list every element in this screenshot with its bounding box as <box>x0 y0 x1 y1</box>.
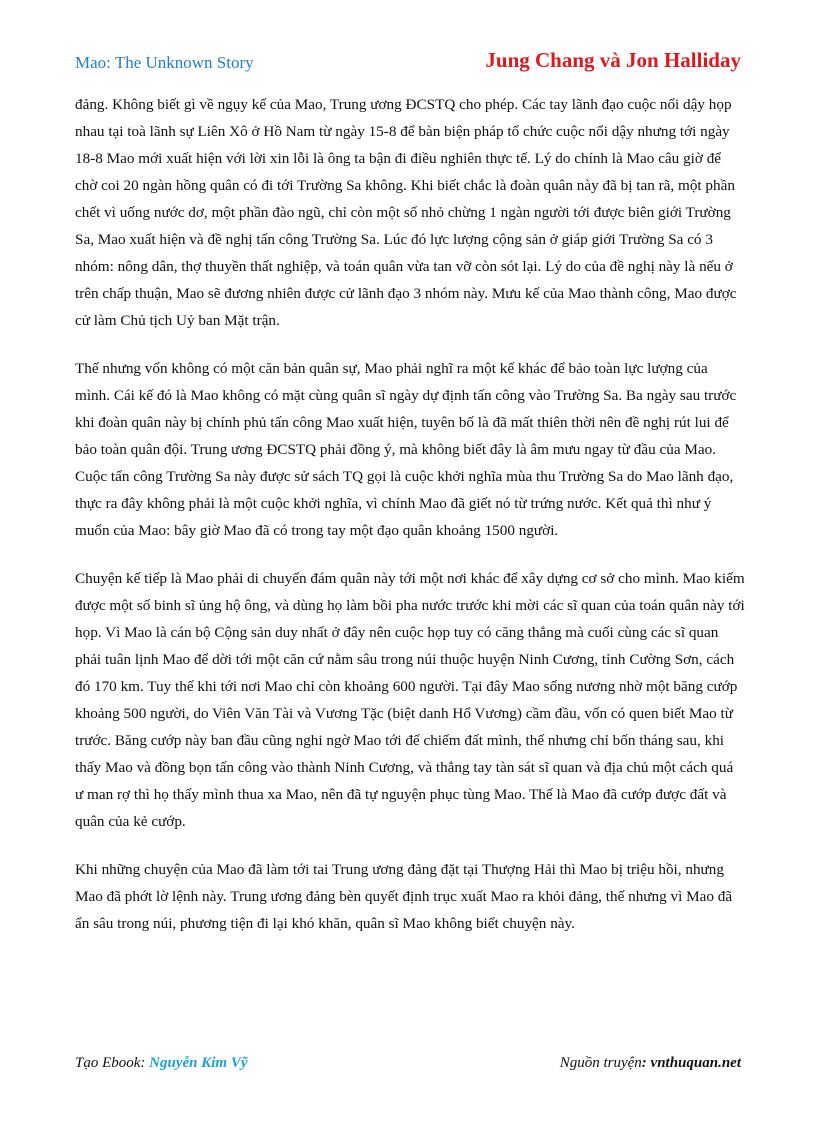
book-title: Mao: The Unknown Story <box>75 53 254 72</box>
ebook-separator: : <box>140 1055 150 1071</box>
source-separator: : <box>641 1055 651 1071</box>
document-body <box>75 91 745 958</box>
ebook-credit <box>75 1055 248 1072</box>
page-header <box>75 48 741 78</box>
paragraph: Chuyện kế tiếp là Mao phải di chuyển đám quân này tới một nơi khác để xây dựng cơ sở cho mình. Mao kiếm được một số binh sĩ ủng hộ ông, và dùng họ làm bồi pha nước trước khi mời các sĩ quan của toán quân này tới họp. Vì Mao là cán bộ Cộng sản duy nhất ở đây nên cuộc họp tuy có căng thẳng mà cuối cùng các sĩ quan phải tuân lịnh Mao để dời tới một căn cứ nằm sâu trong núi thuộc huyện Ninh Cương, tỉnh Cường Sơn, cách đó 170 km. Tuy thế khi tới nơi Mao chỉ còn khoảng 600 người. Tại đây Mao sống nương nhờ một băng cướp khoảng 500 người, do Viên Văn Tài và Vương Tặc (biệt danh Hổ Vương) cầm đầu, vốn có quen biết Mao từ trước. Băng cướp này ban đầu cũng nghi ngờ Mao tới để chiếm đất mình, thế nhưng chỉ bốn tháng sau, khi thấy Mao và đồng bọn tấn công vào thành Ninh Cương, và thẳng tay tàn sát sĩ quan và địa chủ một cách quá ư man rợ thì họ thấy mình thua xa Mao, nên đã tự nguyện phục tùng Mao. Thế là Mao đã cướp được đất và quân của kẻ cướp. <box>75 570 745 830</box>
paragraph: Khi những chuyện của Mao đã làm tới tai Trung ương đảng đặt tại Thượng Hải thì Mao bị triệu hồi, nhưng Mao đã phớt lờ lệnh này. Trung ương đảng bèn quyết định trục xuất Mao ra khỏi đảng, thế nhưng vì Mao đã ẩn sâu trong núi, phương tiện đi lại khó khăn, quân sĩ Mao không biết chuyện này. <box>75 861 733 932</box>
paragraph: đảng. Không biết gì về ngụy kế của Mao, Trung ương ĐCSTQ cho phép. Các tay lãnh đạo cuộc nổi dậy họp nhau tại toà lãnh sự Liên Xô ở Hồ Nam từ ngày 15-8 để bàn biện pháp tổ chức cuộc nổi dậy nhưng tới ngày 18-8 Mao mới xuất hiện với lời xin lỗi là ông ta bận đi điều nghiên thực tế. Lý do chính là Mao câu giờ để chờ coi 20 ngàn hồng quân có đi tới Trường Sa không. Khi biết chắc là đoàn quân này đã bị tan rã, một phần chết vì uống nước dơ, một phần đào ngũ, chỉ còn một số nhỏ chừng 1 ngàn người tới được biên giới Trường Sa, Mao xuất hiện và đề nghị tấn công Trường Sa. Lúc đó lực lượng cộng sản ở giáp giới Trường Sa có 3 nhóm: nông dân, thợ thuyền thất nghiệp, và toán quân vừa tan vỡ còn sót lại. Lý do của đề nghị này là nếu ở trên chấp thuận, Mao sẽ đương nhiên được cử lãnh đạo 3 nhóm này. Mưu kế của Mao thành công, Mao được cử làm Chủ tịch Uỷ ban Mặt trận. <box>75 96 737 329</box>
source-credit <box>560 1055 741 1072</box>
ebook-creator-name: Nguyễn Kim Vỹ <box>149 1055 248 1071</box>
page-footer <box>75 1055 741 1077</box>
source-site: vnthuquan.net <box>650 1055 741 1071</box>
source-label: Nguồn truyện <box>559 1055 642 1071</box>
authors: Jung Chang và Jon Halliday <box>485 48 741 72</box>
paragraph: Thế nhưng vốn không có một căn bản quân sự, Mao phải nghĩ ra một kế khác để bảo toàn lực lượng của mình. Cái kế đó là Mao không có mặt cùng quân sĩ ngày dự định tấn công vào Trường Sa. Ba ngày sau trước khi đoàn quân này bị chính phủ tấn công Mao xuất hiện, tuyên bố là đã mất thiên thời nên đề nghị rút lui để bảo toàn quân đội. Trung ương ĐCSTQ phải đồng ý, mà không biết đây là âm mưu ngay từ đầu của Mao. Cuộc tấn công Trường Sa này được sử sách TQ gọi là cuộc khởi nghĩa mùa thu Trường Sa do Mao lãnh đạo, thực ra đây không phải là một cuộc khởi nghĩa, vì chính Mao đã giết nó từ trứng nước. Kết quả thì như ý muốn của Mao: bây giờ Mao đã có trong tay một đạo quân khoảng 1500 người. <box>75 360 737 539</box>
ebook-label: Tạo Ebook <box>75 1055 141 1071</box>
